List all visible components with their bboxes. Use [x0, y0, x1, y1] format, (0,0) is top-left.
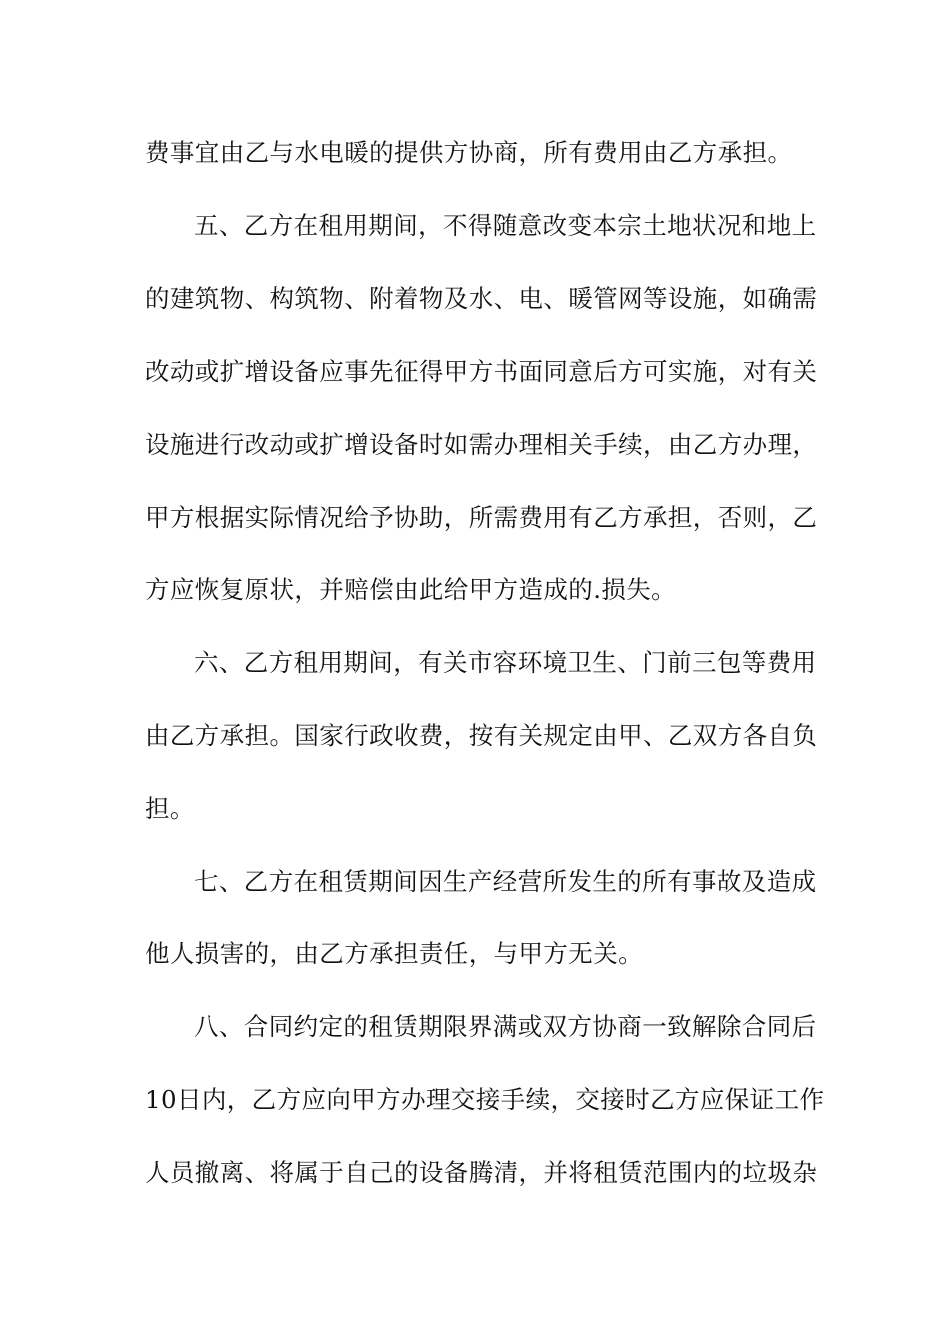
clause-5-line-5: 甲方根据实际情况给予协助，所需费用有乙方承担，否则，乙: [145, 503, 818, 532]
clause-7-line-1: 七、乙方在租赁期间因生产经营所发生的所有事故及造成: [194, 867, 817, 896]
clause-6-line-1: 六、乙方租用期间，有关市容环境卫生、门前三包等费用: [194, 648, 817, 677]
clause-6-line-3: 担。: [145, 794, 195, 823]
clause-5-line-1: 五、乙方在租用期间，不得随意改变本宗土地状况和地上: [194, 211, 817, 240]
clause-6-line-2: 由乙方承担。国家行政收费，按有关规定由甲、乙双方各自负: [145, 721, 818, 750]
text-line-1: 费事宜由乙与水电暖的提供方协商，所有费用由乙方承担。: [145, 138, 793, 167]
clause-7-line-2: 他人损害的，由乙方承担责任，与甲方无关。: [145, 939, 643, 968]
clause-8-line-1: 八、合同约定的租赁期限界满或双方协商一致解除合同后: [194, 1012, 817, 1041]
clause-5-line-3: 改动或扩增设备应事先征得甲方书面同意后方可实施，对有关: [145, 357, 818, 386]
clause-5-line-4: 设施进行改动或扩增设备时如需办理相关手续，由乙方办理，: [145, 430, 818, 459]
clause-5-line-6: 方应恢复原状，并赔偿由此给甲方造成的.损失。: [145, 575, 677, 604]
clause-8-line-3: 人员撤离、将属于自己的设备腾清，并将租赁范围内的垃圾杂: [145, 1158, 818, 1187]
clause-5-line-2: 的建筑物、构筑物、附着物及水、电、暖管网等设施，如确需: [145, 284, 818, 313]
clause-8-line-2: 10日内，乙方应向甲方办理交接手续，交接时乙方应保证工作: [145, 1085, 825, 1114]
